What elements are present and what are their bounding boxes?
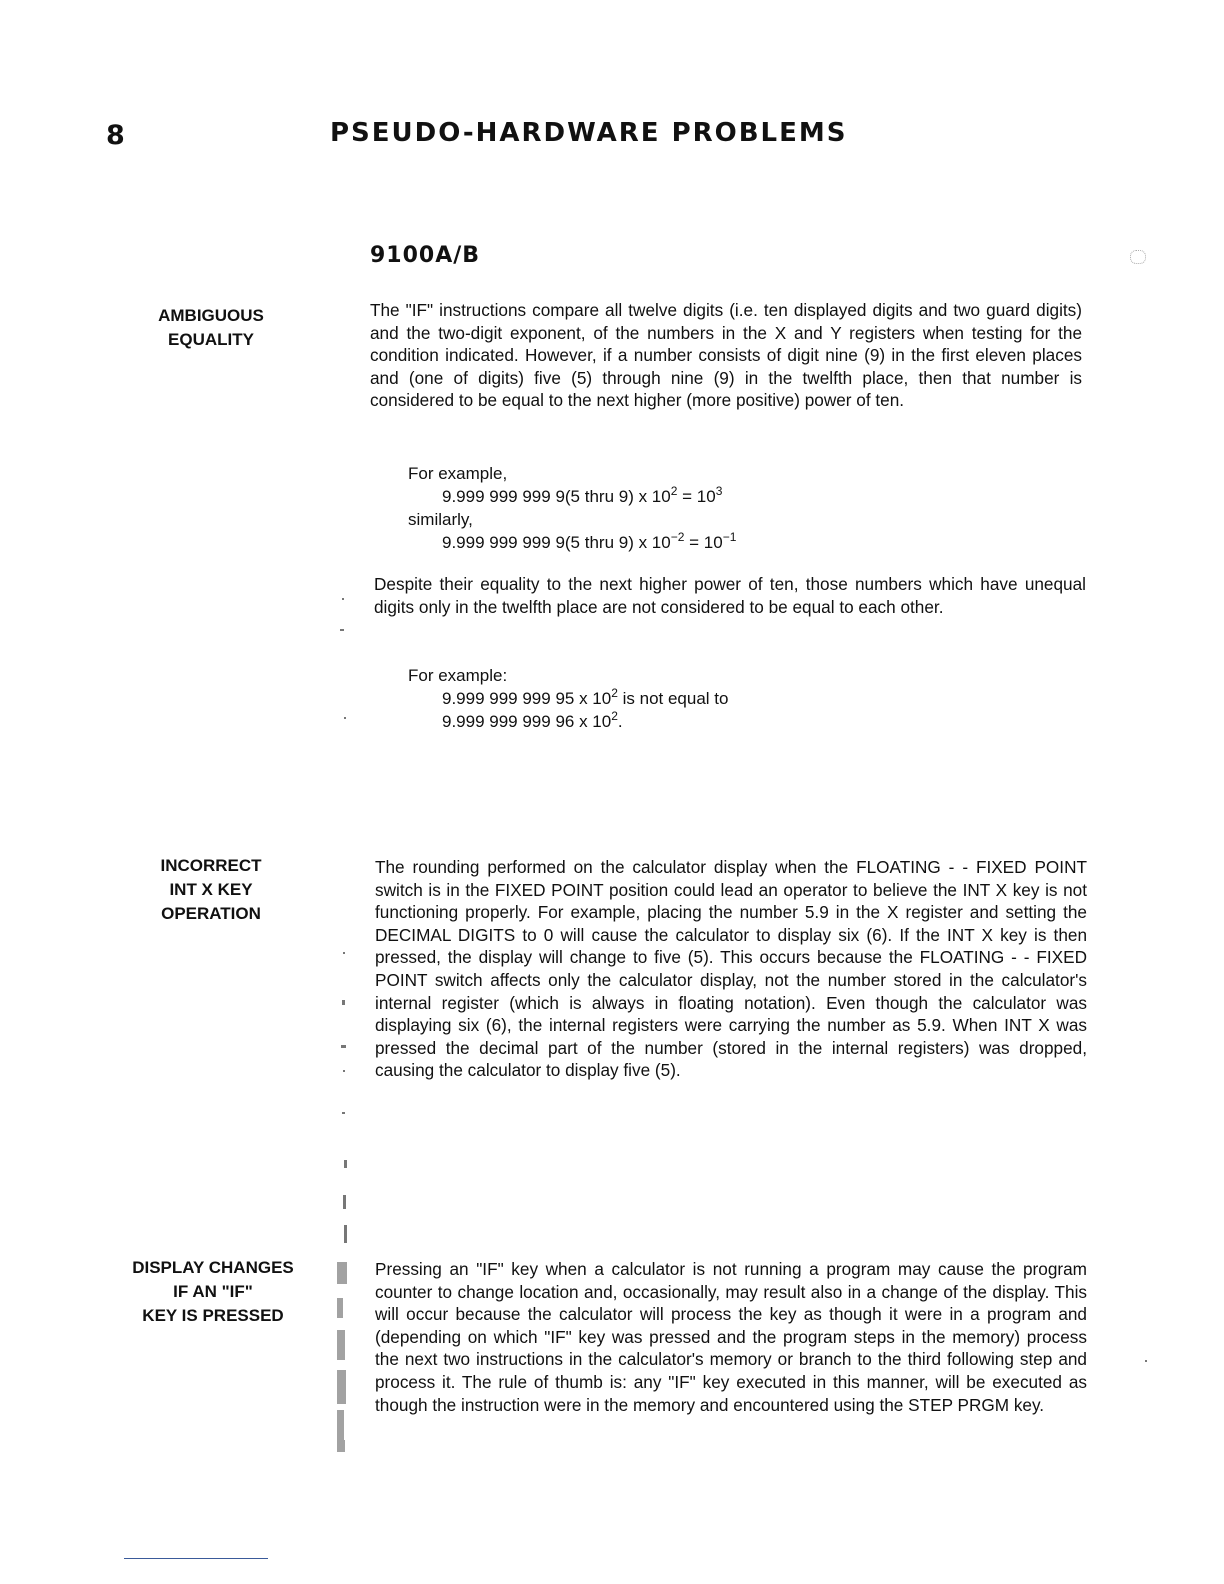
ambiguous-paragraph-2: Despite their equality to the next higher power of ten, those numbers which have unequal digits only in the twelfth place are not considered to be equal to each other. — [374, 574, 1086, 617]
example-formula — [408, 687, 728, 710]
scan-artifact — [342, 1112, 345, 1114]
formula-text: = 10 — [684, 533, 723, 552]
example-block-2 — [408, 664, 728, 733]
side-heading-line: KEY IS PRESSED — [142, 1306, 284, 1325]
scan-artifact — [341, 1045, 346, 1048]
scan-artifact — [1145, 1360, 1147, 1362]
display-paragraph: Pressing an "IF" key when a calculator is not running a program may cause the program counter to change location and, occasionally, may result also in a change of the display. This will occur because the calculator will process the key as though it were in a program and (depending on which "IF" key was pressed and the program steps in the memory) process the next two instructions in the calculator's memory or branch to the third following step and process it. The rule of thumb is: any "IF" key executed in this manner, will be executed as though the instruction were in the memory and encountered using the STEP PRGM key. — [375, 1259, 1087, 1415]
scan-artifact — [342, 598, 344, 600]
scan-artifact — [337, 1410, 344, 1440]
scan-artifact — [343, 1195, 346, 1209]
incorrect-paragraph: The rounding performed on the calculator display when the FLOATING - - FIXED POINT switch is in the FIXED POINT position could lead an operator to believe the INT X key is not functioning properly. For example, placing the number 5.9 in the X register and setting the DECIMAL DIGITS to 0 will cause the calculator to display six (6). If the INT X key is then pressed, the display will change to five (5). This occurs because the FLOATING - - FIXED POINT switch affects only the calculator display, not the number stored in the calculator's internal register (which is always in floating notation). Even though the calculator was displaying six (6), the internal registers were carrying the number as 5.9. When INT X was pressed the decimal part of the number (stored in the internal registers) was dropped, causing the calculator to display five (5). — [375, 857, 1087, 1081]
example-similarly: similarly, — [408, 510, 473, 529]
side-heading-line: INCORRECT — [160, 856, 262, 875]
scan-artifact — [342, 1000, 345, 1005]
example-block-1 — [408, 462, 736, 554]
formula-text: 9.999 999 999 96 x 10 — [442, 712, 612, 731]
ambiguous-paragraph-1: The "IF" instructions compare all twelve digits (i.e. ten displayed digits and two guard digits) and the two-digit exponent, of the numbers in the X and Y registers when testing for the condition indicated. However, if a number consists of digit nine (9) in the first eleven places and (one of digits) five (5) through nine (9) in the twelfth place, then that number is considered to be equal to the next higher (more positive) power of ten. — [370, 300, 1082, 411]
side-heading-incorrect-int-x — [111, 854, 311, 926]
formula-exponent: 2 — [611, 709, 618, 723]
formula-exponent: 3 — [715, 484, 723, 498]
scan-artifact — [337, 1330, 345, 1360]
formula-text: . — [617, 712, 623, 731]
page-number: 8 — [106, 120, 125, 151]
scan-artifact — [344, 1160, 347, 1168]
side-heading-line: OPERATION — [161, 904, 261, 923]
example-intro: For example, — [408, 464, 508, 483]
scan-artifact — [337, 1440, 345, 1452]
side-heading-display-changes — [113, 1256, 313, 1328]
example-formula — [408, 485, 736, 508]
page-title: PSEUDO-HARDWARE PROBLEMS — [330, 118, 848, 148]
scan-artifact — [340, 629, 344, 631]
formula-exponent: −1 — [722, 530, 737, 544]
scan-artifact — [344, 717, 346, 719]
example-formula — [408, 531, 736, 554]
formula-text: = 10 — [677, 487, 716, 506]
scan-artifact — [343, 952, 345, 954]
scan-artifact — [344, 1225, 347, 1243]
side-heading-line: EQUALITY — [168, 330, 254, 349]
example-intro: For example: — [408, 666, 508, 685]
formula-text: 9.999 999 999 95 x 10 — [442, 689, 612, 708]
scan-artifact — [337, 1298, 343, 1318]
footer-rule — [124, 1558, 268, 1559]
formula-exponent: 2 — [670, 484, 678, 498]
example-formula — [408, 710, 728, 733]
side-heading-ambiguous-equality — [111, 304, 311, 352]
formula-text: 9.999 999 999 9(5 thru 9) x 10 — [442, 487, 671, 506]
side-heading-line: INT X KEY — [169, 880, 253, 899]
formula-text: 9.999 999 999 9(5 thru 9) x 10 — [442, 533, 671, 552]
formula-exponent: −2 — [670, 530, 685, 544]
scan-artifact — [337, 1370, 346, 1404]
side-heading-line: IF AN "IF" — [173, 1282, 253, 1301]
scan-artifact — [1130, 250, 1146, 264]
formula-exponent: 2 — [611, 686, 618, 700]
formula-text: is not equal to — [617, 689, 729, 708]
side-heading-line: DISPLAY CHANGES — [132, 1258, 294, 1277]
side-heading-line: AMBIGUOUS — [158, 306, 264, 325]
scan-artifact — [337, 1262, 347, 1284]
scan-artifact — [343, 1070, 345, 1072]
section-title: 9100A/B — [370, 243, 481, 268]
